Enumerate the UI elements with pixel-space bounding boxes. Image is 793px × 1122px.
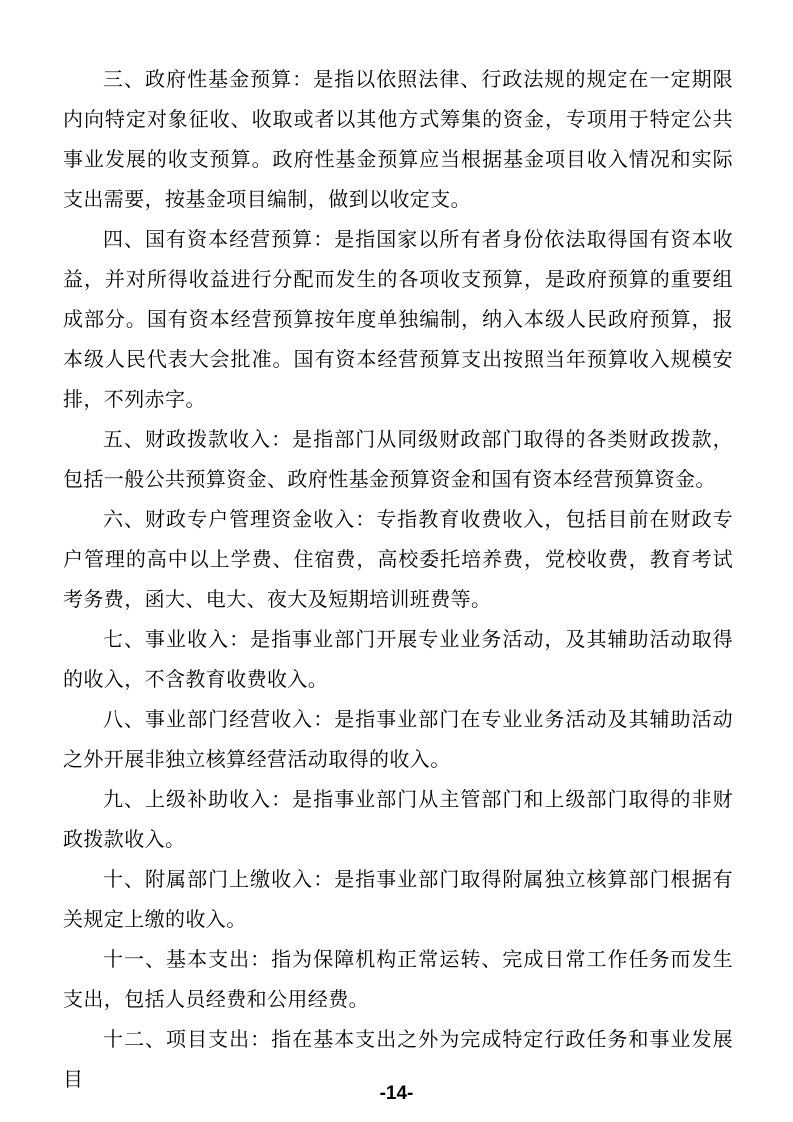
page-number: -14-: [379, 1083, 414, 1104]
paragraph: 十二、项目支出：指在基本支出之外为完成特定行政任务和事业发展目: [63, 1029, 733, 1091]
paragraph: 十、附属部门上缴收入：是指事业部门取得附属独立核算部门根据有关规定上缴的收入。: [63, 869, 733, 931]
paragraph: 三、政府性基金预算：是指以依照法律、行政法规的规定在一定期限内向特定对象征收、收取或者以其他方式筹集的资金，专项用于特定公共事业发展的收支预算。政府性基金预算应当根据基金项目收入情况和实际支出需要，按基金项目编制，做到以收定支。: [63, 69, 733, 211]
paragraph: 十一、基本支出：指为保障机构正常运转、完成日常工作任务而发生支出，包括人员经费和公用经费。: [63, 949, 733, 1011]
paragraph: 四、国有资本经营预算：是指国家以所有者身份依法取得国有资本收益，并对所得收益进行分配而发生的各项收支预算，是政府预算的重要组成部分。国有资本经营预算按年度单独编制，纳入本级人民政府预算，报本级人民代表大会批准。国有资本经营预算支出按照当年预算收入规模安排，不列赤字。: [63, 229, 733, 411]
paragraph: 九、上级补助收入：是指事业部门从主管部门和上级部门取得的非财政拨款收入。: [63, 789, 733, 851]
paragraph: 八、事业部门经营收入：是指事业部门在专业业务活动及其辅助活动之外开展非独立核算经营活动取得的收入。: [63, 709, 733, 771]
document-body: [63, 60, 733, 1100]
paragraph: 六、财政专户管理资金收入：专指教育收费收入，包括目前在财政专户管理的高中以上学费、住宿费，高校委托培养费，党校收费，教育考试考务费，函大、电大、夜大及短期培训班费等。: [63, 509, 733, 611]
paragraph: 五、财政拨款收入：是指部门从同级财政部门取得的各类财政拨款，包括一般公共预算资金、政府性基金预算资金和国有资本经营预算资金。: [63, 429, 733, 491]
paragraph: 七、事业收入：是指事业部门开展专业业务活动，及其辅助活动取得的收入，不含教育收费收入。: [63, 629, 733, 691]
